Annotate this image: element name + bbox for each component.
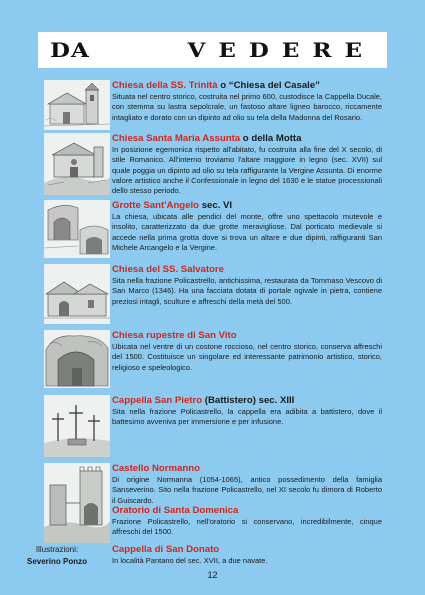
entry-santissima-trinita bbox=[44, 80, 382, 130]
entry-description: Sita nella frazione Policastrello, antichissima, restaurata da Tommaso Vescovo di San Marco (1346). Ha una facciata dotata di portale ogivale in pietra, contiene preziosi intagli, sculture e affreschi della metà del 500. bbox=[112, 276, 382, 306]
entry-title: Cappella San Pietro (Battistero) sec. XIII bbox=[112, 395, 295, 406]
entry-title: Grotte Sant'Angelo sec. VI bbox=[112, 200, 233, 211]
entry-title: Castello Normanno bbox=[112, 463, 200, 474]
entry-title: Cappella di San Donato bbox=[112, 544, 220, 555]
entry-description: Situata nel centro storico, costruita nel primo 600, custodisce la Cappella Ducale, con stemma su lastra sepolcrale, un fastoso altare ligneo barocco, riccamente intagliato e dorato con un dipinto ad olio su tela della Madonna del Rosario. bbox=[112, 92, 382, 122]
cave-sketch-illustration bbox=[44, 330, 110, 388]
entry-ss-salvatore bbox=[44, 264, 382, 324]
entry-castello-normanno bbox=[44, 463, 382, 503]
entry-santa-domenica bbox=[44, 505, 382, 541]
entry-description: In posizione egemonica rispetto all'abitato, fu costruita alla fine del X secolo, di stile Romanico. All'interno troviamo l'altare maggiore in legno (sec. XVII) sul quale poggia un dipinto ad olio su tela raffigurante la Vergine Assunta. Di enorme valore artistico anche il Confessionale in legno del 1630 e le statue processionali dello stesso periodo. bbox=[112, 145, 382, 196]
entry-description: La chiesa, ubicata alle pendici del monte, offre uno spettacolo mutevole e insolito, caratterizzato da due grotte meravigliose. Dal porticato medievale si accede nella prima grotta dove si trova un altare e due dipinti, raffiguranti San Michele Arcangelo e la Vergine. bbox=[112, 212, 382, 252]
banner-word-vedere: VEDERE bbox=[187, 38, 375, 62]
entry-description: Di origine Normanna (1054-1065), antico possedimento della famiglia Sanseverino. Sito nella frazione Policastrello, nel XI secolo fu dimora di Roberto il Guiscardo. bbox=[112, 475, 382, 505]
church-sketch-illustration bbox=[44, 264, 110, 324]
entry-description: Ubicata nel ventre di un costone roccioso, nel centro storico, conserva affreschi del 1500. Costituisce un singolare ed interessante patrimonio artistico, storico, religioso e speleologico. bbox=[112, 342, 382, 372]
entry-san-pietro bbox=[44, 395, 382, 457]
entry-title: Oratorio di Santa Domenica bbox=[112, 505, 239, 516]
grotto-sketch-illustration bbox=[44, 200, 110, 258]
section-banner bbox=[38, 32, 387, 68]
entry-description: Frazione Policastrello, nell'oratorio si conservano, incredibilmente, cinque affreschi del 1500. bbox=[112, 517, 382, 537]
credit-name: Severino Ponzo bbox=[26, 557, 87, 566]
credit-label: Illustrazioni: bbox=[35, 545, 79, 554]
entry-description: Sita nella frazione Policastrello, la cappella era adibita a battistero, dove il battesimo avveniva per immersione e per infusione. bbox=[112, 407, 382, 427]
banner-word-da: DA bbox=[50, 38, 90, 62]
entry-description: In località Pantano del sec. XVII, a due navate. bbox=[112, 556, 268, 565]
church-sketch-illustration bbox=[44, 80, 110, 130]
entry-grotte-santangelo bbox=[44, 200, 382, 258]
entry-title: Chiesa del SS. Salvatore bbox=[112, 264, 224, 275]
crosses-sketch-illustration bbox=[44, 395, 110, 457]
entry-san-vito bbox=[44, 330, 382, 388]
church-sketch-illustration bbox=[44, 133, 110, 195]
page-number: 12 bbox=[207, 570, 218, 580]
entry-title: Chiesa Santa Maria Assunta o della Motta bbox=[112, 133, 302, 144]
entry-santa-maria-assunta bbox=[44, 133, 382, 195]
entry-title: Chiesa rupestre di San Vito bbox=[112, 330, 237, 341]
entry-title: Chiesa della SS. Trinità o “Chiesa del Casale” bbox=[112, 80, 320, 91]
illustration-credit bbox=[14, 544, 100, 568]
